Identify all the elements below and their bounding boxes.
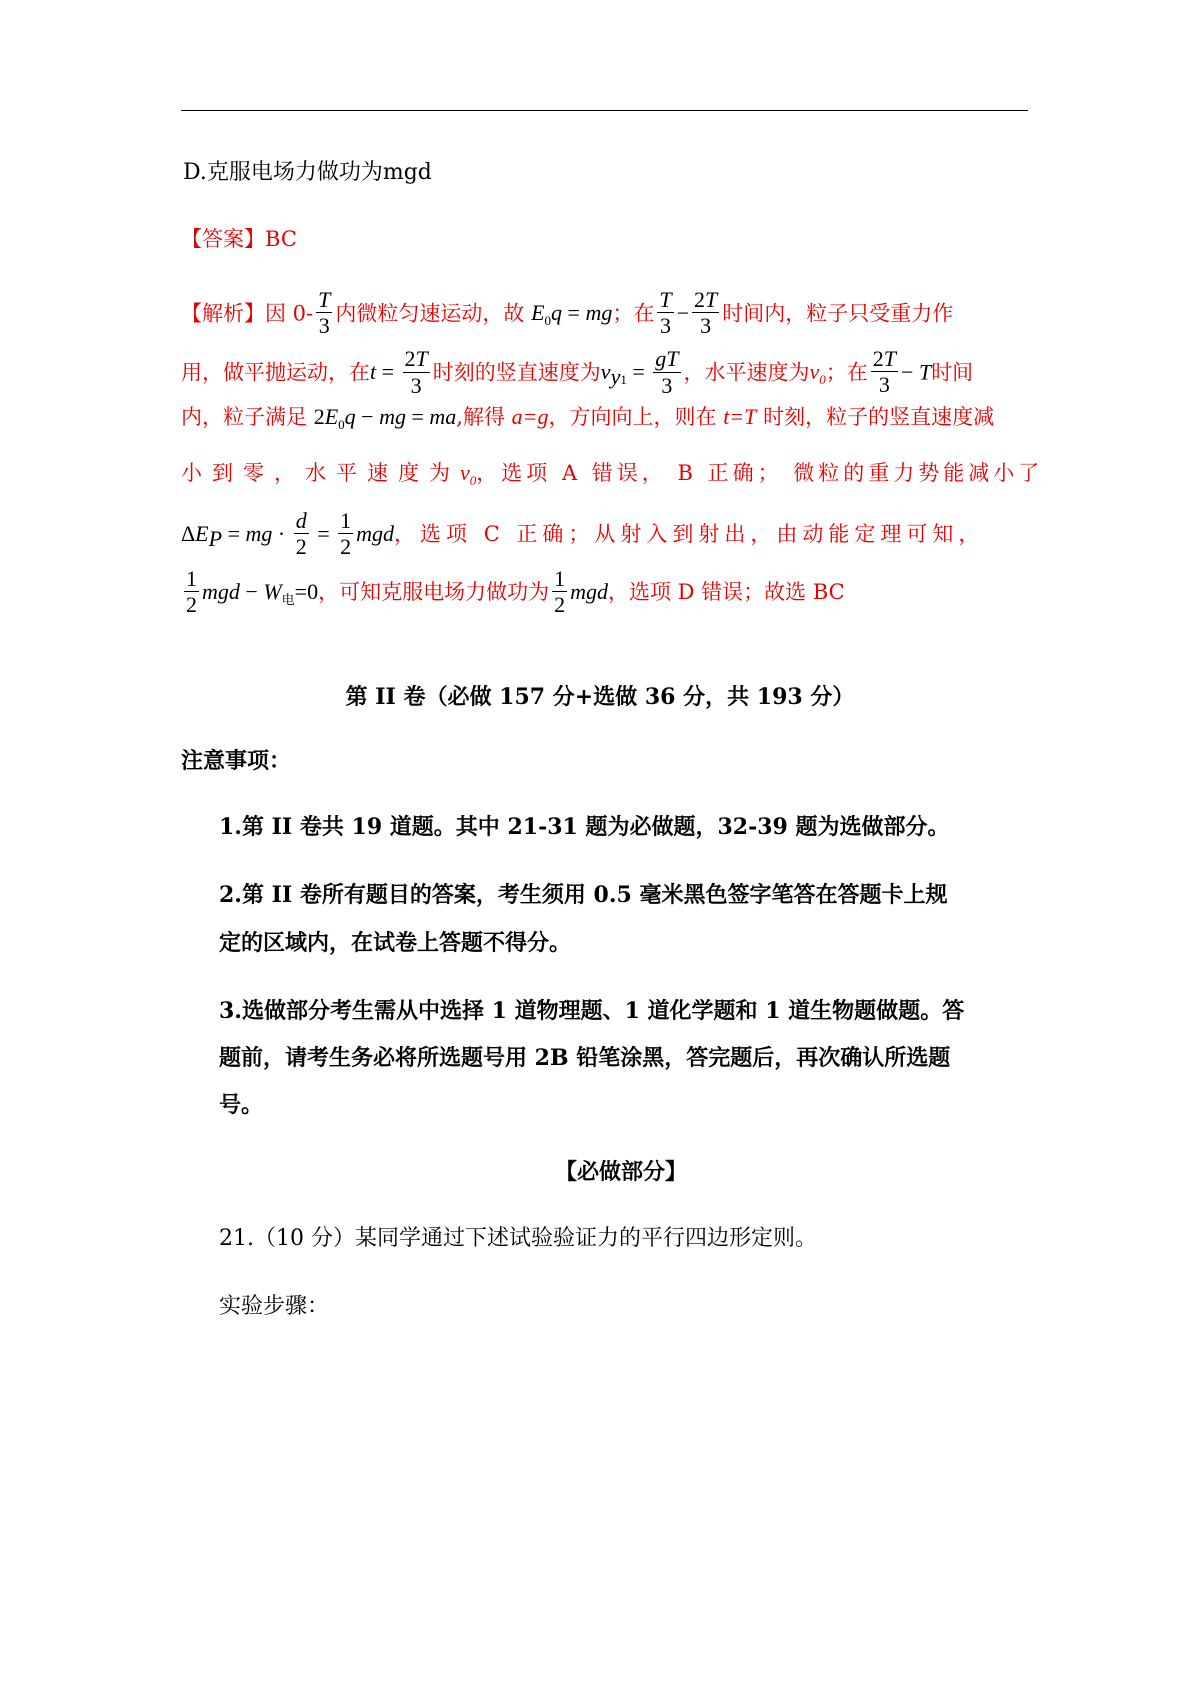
- required-heading: 【必做部分】: [555, 1159, 688, 1185]
- note-item: 3.选做部分考生需从中选择 1 道物理题、1 道化学题和 1 道生物题做题。答: [219, 998, 965, 1024]
- analysis-line-4: 小到零，水平速度为$v_0$，选项 A 错误， B 正确； 微粒的重力势能减小了: [181, 460, 1044, 488]
- header-rule: [181, 110, 1028, 111]
- part2-title: 第 II 卷（必做 157 分+选做 36 分，共 193 分）: [345, 684, 855, 710]
- equation-e0q-mg: $E_0q$ = mg: [531, 300, 613, 329]
- answer-line: 【答案】BC: [181, 227, 297, 251]
- fraction-T-over-3: $\frac{T}{3}$: [318, 287, 331, 339]
- analysis-line-3: 内，粒子满足 $2E_0q$ − mg = ma,解得 a=g，方向向上，则在 t=T 时刻，粒子的竖直速度减: [181, 404, 995, 432]
- analysis-line-6: $\frac{1}{2}$ mgd − $W_电=0$，可知克服电场力做功为 $\frac{1}{2}$ mgd，选项 D 错误；故选 BC: [181, 568, 845, 620]
- equation-delta-ep: $\Delta E_P$ = mg · $\frac{d}{2}$ = $\frac{1}{2}$ mgd: [181, 508, 395, 560]
- note-item: 定的区域内，在试卷上答题不得分。: [219, 930, 572, 956]
- equation-vy1: $v_{y1}$ = $\frac{gT}{3}$: [600, 346, 679, 398]
- equation-t-2T-3: t = $\frac{2T}{3}$: [370, 346, 428, 398]
- analysis-line-2: 用，做平抛运动，在t = $\frac{2T}{3}$ 时刻的竖直速度为$v_{y1}$ = $\frac{gT}{3}$ ，水平速度为$v_0$；在 $\frac{2T}{3}$ − T时间: [181, 346, 974, 398]
- analysis-line-1: 【解析】因 0- $\frac{T}{3}$ 内微粒匀速运动，故 $E_0q$ = mg；在 $\frac{T}{3}$ − $\frac{2T}{3}$ 时间内，粒子只受重力作: [181, 287, 954, 339]
- equation-newton: $2E_0q$ − mg = ma: [313, 404, 457, 432]
- note-item: 2.第 II 卷所有题目的答案，考生须用 0.5 毫米黑色签字笔答在答题卡上规: [219, 882, 948, 908]
- equation-work-energy: $\frac{1}{2}$ mgd − $W_电=0$: [186, 566, 319, 618]
- analysis-label: 【解析】: [181, 301, 265, 326]
- notes-heading: 注意事项：: [181, 748, 292, 774]
- analysis-line-5: $\Delta E_P$ = mg · $\frac{d}{2}$ = $\frac{1}{2}$ mgd，选项 C 正确；从射入到射出，由动能定理可知，: [181, 508, 985, 560]
- note-item: 号。: [219, 1092, 264, 1118]
- note-item: 题前，请考生务必将所选题号用 2B 铅笔涂黑，答完题后，再次确认所选题: [219, 1045, 951, 1071]
- steps-label: 实验步骤：: [219, 1294, 330, 1319]
- note-item: 1.第 II 卷共 19 道题。其中 21-31 题为必做题，32-39 题为选做部分。: [219, 814, 950, 840]
- question-21: 21.（10 分）某同学通过下述试验验证力的平行四边形定则。: [219, 1226, 817, 1251]
- option-d: D.克服电场力做功为mgd: [183, 160, 432, 185]
